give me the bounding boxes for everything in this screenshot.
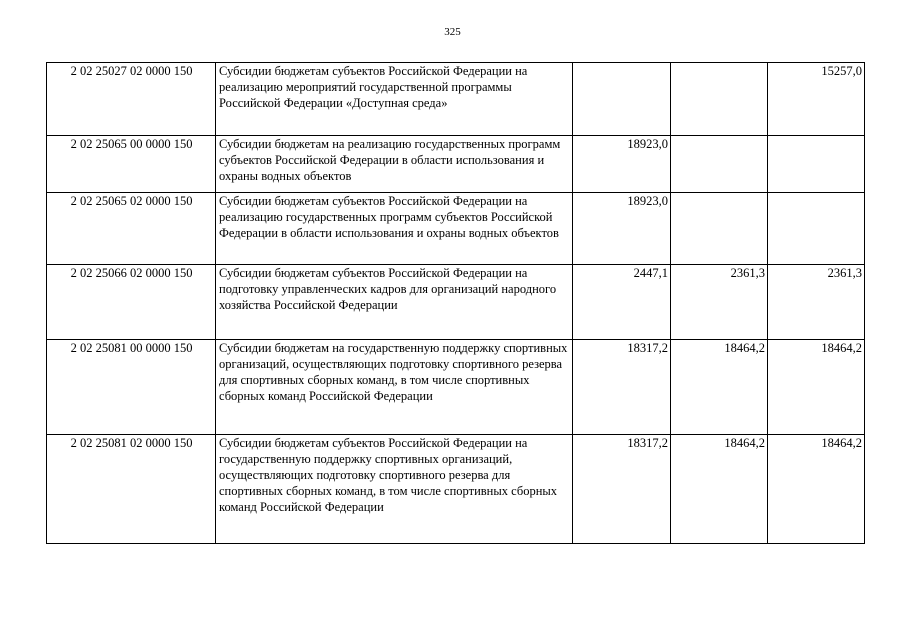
- table-row: [47, 193, 865, 265]
- description-cell: Субсидии бюджетам субъектов Российской Федерации на подготовку управленческих кадров для организаций народного хозяйства Российской Федерации: [216, 265, 573, 340]
- value-cell-year-2: [671, 63, 768, 136]
- budget-code-cell: 2 02 25065 02 0000 150: [47, 193, 216, 265]
- value-cell-year-1: [573, 63, 671, 136]
- value-cell-year-1: 18317,2: [573, 340, 671, 435]
- value-cell-year-2: [671, 136, 768, 193]
- value-cell-year-3: 2361,3: [768, 265, 865, 340]
- description-cell: Субсидии бюджетам на реализацию государственных программ субъектов Российской Федерации в области использования и охраны водных объектов: [216, 136, 573, 193]
- table-row: [47, 136, 865, 193]
- value-cell-year-2: 2361,3: [671, 265, 768, 340]
- budget-code-cell: 2 02 25065 00 0000 150: [47, 136, 216, 193]
- description-cell: Субсидии бюджетам субъектов Российской Федерации на реализацию мероприятий государственной программы Российской Федерации «Доступная среда»: [216, 63, 573, 136]
- value-cell-year-3: 18464,2: [768, 435, 865, 544]
- value-cell-year-2: [671, 193, 768, 265]
- description-cell: Субсидии бюджетам субъектов Российской Федерации на реализацию государственных программ субъектов Российской Федерации в области использования и охраны водных объектов: [216, 193, 573, 265]
- value-cell-year-3: [768, 193, 865, 265]
- table-row: [47, 435, 865, 544]
- value-cell-year-2: 18464,2: [671, 340, 768, 435]
- budget-code-cell: 2 02 25027 02 0000 150: [47, 63, 216, 136]
- value-cell-year-1: 18923,0: [573, 193, 671, 265]
- table-row: [47, 63, 865, 136]
- page-number: 325: [444, 26, 461, 38]
- value-cell-year-1: 18923,0: [573, 136, 671, 193]
- value-cell-year-2: 18464,2: [671, 435, 768, 544]
- table-row: [47, 265, 865, 340]
- value-cell-year-3: 15257,0: [768, 63, 865, 136]
- table-row: [47, 340, 865, 435]
- value-cell-year-1: 2447,1: [573, 265, 671, 340]
- description-cell: Субсидии бюджетам субъектов Российской Федерации на государственную поддержку спортивных организаций, осуществляющих подготовку спортивного резерва для спортивных сборных команд, в том числе спортивных сборных команд Российской Федерации: [216, 435, 573, 544]
- budget-revenue-table: [46, 62, 865, 544]
- description-cell: Субсидии бюджетам на государственную поддержку спортивных организаций, осуществляющих подготовку спортивного резерва для спортивных сборных команд, в том числе спортивных сборных команд Российской Федерации: [216, 340, 573, 435]
- budget-code-cell: 2 02 25081 00 0000 150: [47, 340, 216, 435]
- value-cell-year-3: [768, 136, 865, 193]
- budget-code-cell: 2 02 25066 02 0000 150: [47, 265, 216, 340]
- value-cell-year-3: 18464,2: [768, 340, 865, 435]
- value-cell-year-1: 18317,2: [573, 435, 671, 544]
- budget-code-cell: 2 02 25081 02 0000 150: [47, 435, 216, 544]
